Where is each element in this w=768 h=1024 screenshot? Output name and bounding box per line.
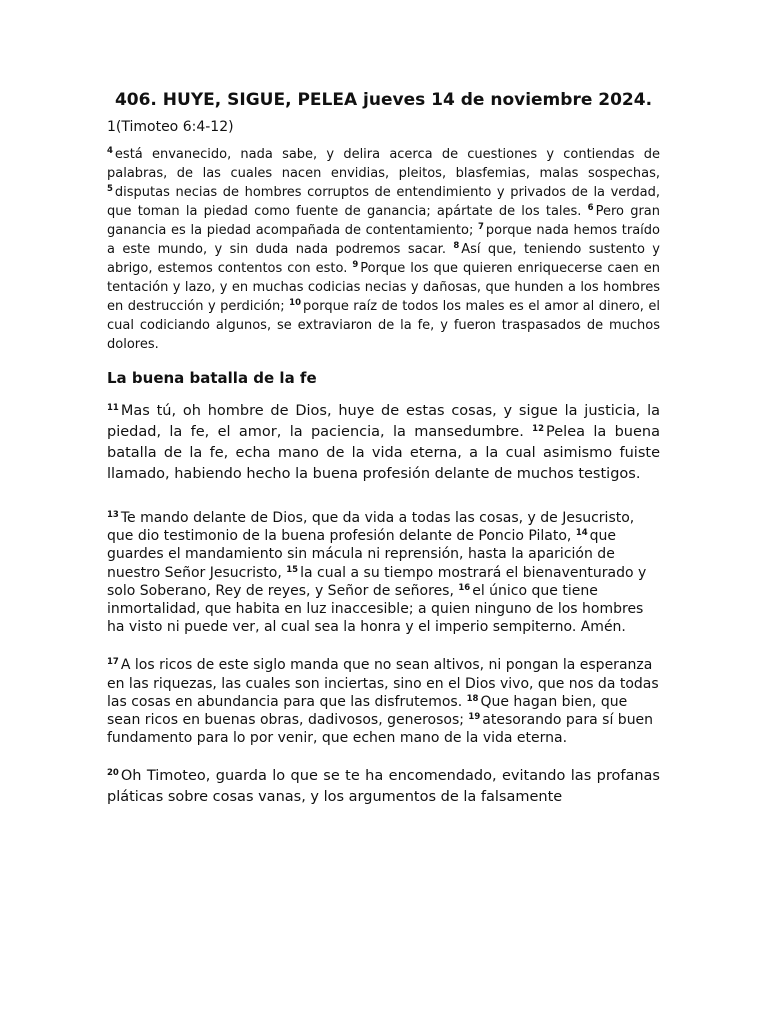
passage-verses-17-19 <box>107 656 660 747</box>
verse-text: la cual a su tiempo mostrará el bienaventurado y solo Soberano, Rey de reyes, y Señor de señores, <box>107 564 647 599</box>
verse-number: 16 <box>458 582 471 593</box>
verse-text: Te mando delante de Dios, que da vida a todas las cosas, y de Jesucristo, que dio testimonio de la buena profesión delante de Poncio Pilato, <box>107 510 635 545</box>
verse-number: 20 <box>107 768 119 779</box>
passage-verses-11-12 <box>107 401 660 485</box>
verse-text: Mas tú, oh hombre de Dios, huye de estas cosas, y sigue la justicia, la piedad, la fe, el amor, la paciencia, la mansedumbre. <box>107 403 660 440</box>
passage-verses-13-16 <box>107 509 660 636</box>
section-heading: La buena batalla de la fe <box>107 369 317 387</box>
verse-number: 6 <box>587 203 594 213</box>
verse-text: que guardes el mandamiento sin mácula ni reprensión, hasta la aparición de nuestro Señor Jesucristo, <box>107 528 617 581</box>
verse-number: 9 <box>352 260 359 270</box>
verse-number: 13 <box>107 510 119 520</box>
verse-number: 8 <box>453 241 460 251</box>
verse-number: 10 <box>289 298 301 308</box>
verse-text: atesorando para sí buen fundamento para lo por venir, que echen mano de la vida eterna. <box>107 712 654 747</box>
scripture-reference: 1(Timoteo 6:4-12) <box>107 119 234 135</box>
verse-number: 11 <box>107 403 119 413</box>
verse-text: Que hagan bien, que sean ricos en buenas obras, dadivosos, generosos; <box>107 693 628 729</box>
verse-text: Oh Timoteo, guarda lo que se te ha encomendado, evitando las profanas pláticas sobre cosas vanas, y los argumentos de la falsamente <box>107 768 660 806</box>
verse-number: 7 <box>478 222 484 232</box>
verse-text: Así que, teniendo sustento y abrigo, estemos contentos con esto. <box>107 242 660 276</box>
page-title: 406. HUYE, SIGUE, PELEA jueves 14 de noviembre 2024. <box>114 90 653 110</box>
verse-number: 15 <box>286 564 299 575</box>
verse-text: el único que tiene inmortalidad, que habita en luz inaccesible; a quien ninguno de los hombres ha visto ni puede ver, al cual sea la honra y el imperio sempiterno. Amén. <box>107 582 644 636</box>
verse-text: Pelea la buena batalla de la fe, echa mano de la vida eterna, a la cual asimismo fuiste llamado, habiendo hecho la buena profesión delante de muchos testigos. <box>107 424 660 482</box>
verse-text: Pero gran ganancia es la piedad acompañada de contentamiento; <box>107 204 660 238</box>
verse-text: porque nada hemos traído a este mundo, y sin duda nada podremos sacar. <box>107 223 660 257</box>
passage-verse-20 <box>107 766 660 808</box>
verse-number: 5 <box>107 184 113 194</box>
verse-number: 4 <box>107 146 113 156</box>
verse-number: 14 <box>575 528 588 539</box>
verse-text: A los ricos de este siglo manda que no sean altivos, ni pongan la esperanza en las riquezas, las cuales son inciertas, sino en el Dios vivo, que nos da todas las cosas en abundancia para que las disfrutemos. <box>107 657 659 710</box>
verse-text: porque raíz de todos los males es el amor al dinero, el cual codiciando algunos, se extraviaron de la fe, y fueron traspasados de muchos dolores. <box>107 299 661 352</box>
verse-number: 17 <box>107 657 119 668</box>
verse-text: está envanecido, nada sabe, y delira acerca de cuestiones y contiendas de palabras, de las cuales nacen envidias, pleitos, blasfemias, malas sospechas, <box>107 147 660 181</box>
verse-text: Porque los que quieren enriquecerse caen en tentación y lazo, y en muchas codicias necias y dañosas, que hunden a los hombres en destrucción y perdición; <box>107 261 660 314</box>
verse-text: disputas necias de hombres corruptos de entendimiento y privados de la verdad, que toman la piedad como fuente de ganancia; apártate de los tales. <box>107 185 660 219</box>
passage-verses-4-10 <box>107 145 660 354</box>
verse-number: 12 <box>532 424 545 434</box>
verse-number: 18 <box>466 693 479 704</box>
verse-number: 19 <box>468 712 481 723</box>
